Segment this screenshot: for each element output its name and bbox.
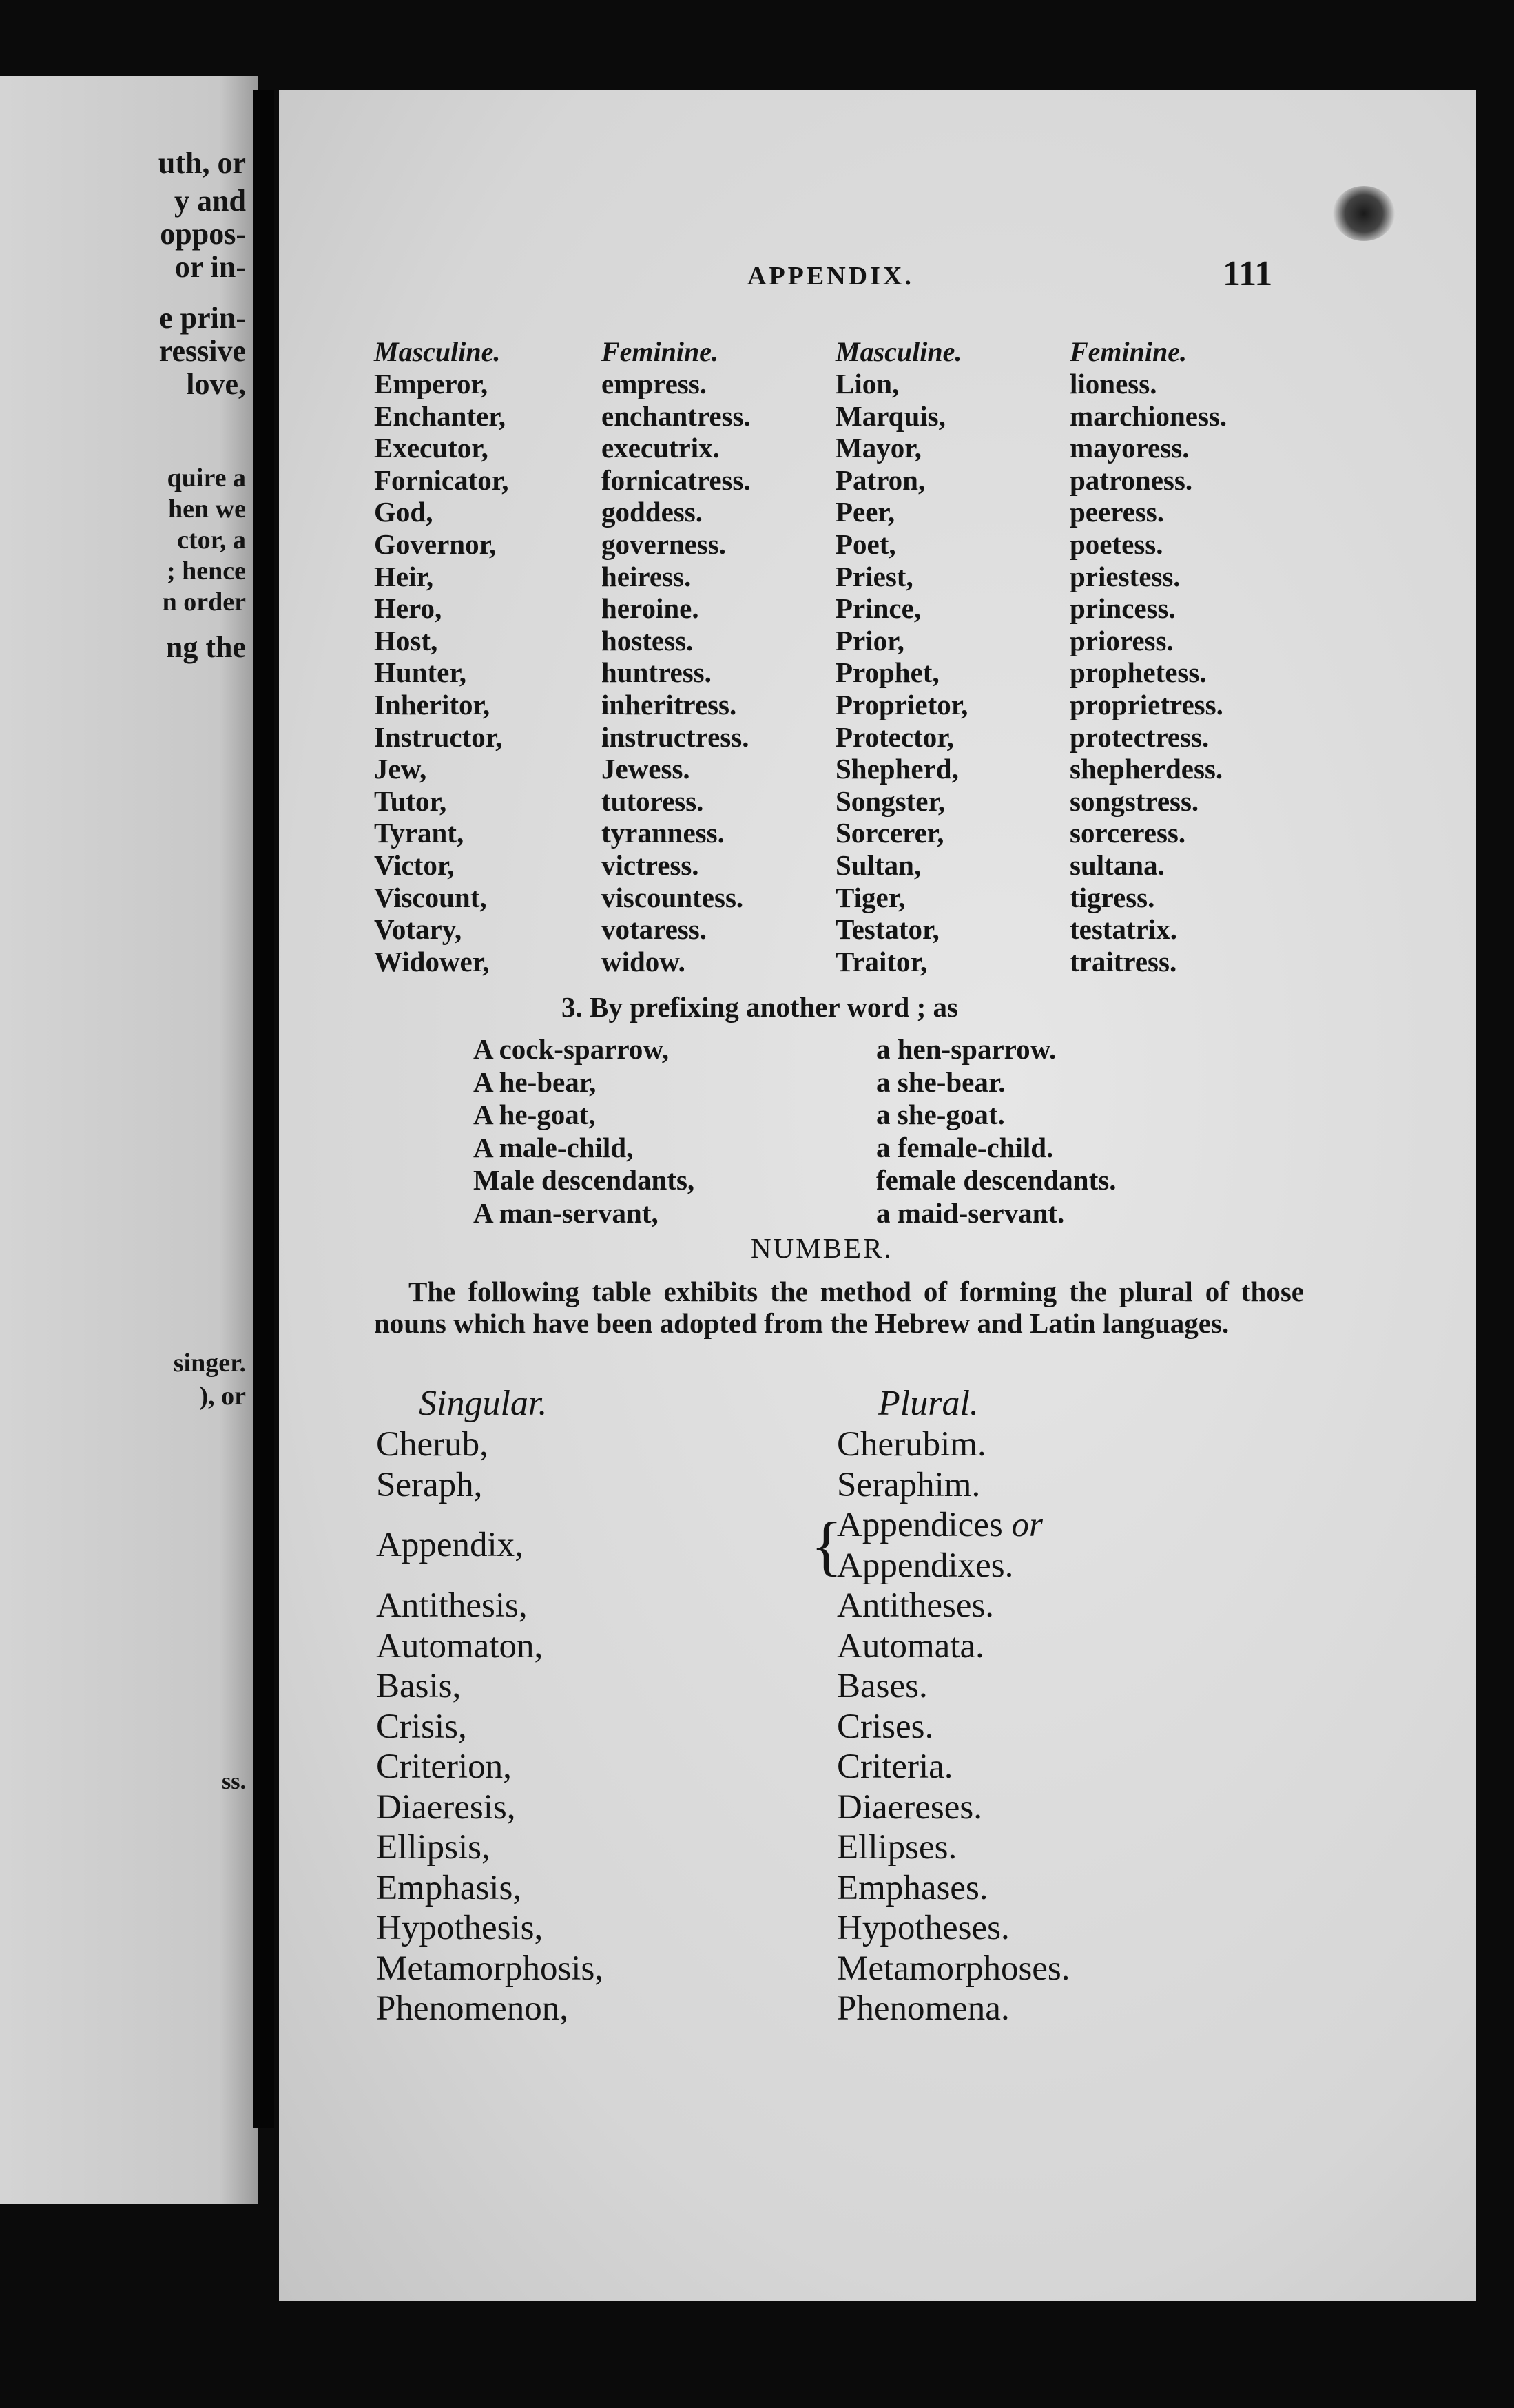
prefix-example: female descendants.: [876, 1164, 1117, 1196]
gender-word: songstress.: [1070, 785, 1199, 817]
gender-word: hostess.: [601, 624, 694, 656]
plural-word: Antitheses.: [837, 1586, 995, 1625]
masculine-column: [374, 336, 508, 977]
gender-word: traitress.: [1070, 945, 1177, 977]
gender-word: instructress.: [601, 720, 749, 753]
gender-word: huntress.: [601, 656, 712, 689]
prefix-example: A man-servant,: [473, 1196, 659, 1229]
book-gutter: [253, 90, 274, 2128]
gender-word: Hunter,: [374, 656, 467, 689]
plural-word: Emphases.: [837, 1868, 988, 1907]
gender-word: fornicatress.: [601, 464, 751, 496]
gender-word: Emperor,: [374, 368, 488, 399]
gender-word: Hero,: [374, 592, 442, 625]
plural-word: Cherubim.: [837, 1425, 986, 1464]
gender-word: testatrix.: [1070, 913, 1177, 946]
feminine-column: [1070, 336, 1227, 977]
gender-word: heiress.: [601, 560, 692, 592]
prefix-example: a female-child.: [876, 1131, 1054, 1163]
gender-word: Instructor,: [374, 720, 503, 753]
masculine-column: [836, 336, 968, 977]
gender-word: Tutor,: [374, 785, 447, 817]
left-fragment: n order: [162, 588, 246, 616]
gender-word: widow.: [601, 945, 685, 977]
plural-word: Crises.: [837, 1707, 934, 1746]
column-heading: Feminine.: [601, 336, 719, 367]
gender-word: God,: [374, 496, 433, 528]
prefix-example: A male-child,: [473, 1131, 634, 1163]
gender-word: peeress.: [1070, 496, 1165, 528]
prefix-example: Male descendants,: [473, 1164, 695, 1196]
gender-word: Executor,: [374, 432, 488, 464]
gender-word: Inheritor,: [374, 688, 490, 720]
gender-word: goddess.: [601, 496, 703, 528]
number-intro-paragraph: The following table exhibits the method of forming the plural of those nouns which have been adopted from the Hebrew and Latin languages.: [374, 1276, 1304, 1339]
gender-word: votaress.: [601, 913, 707, 946]
plural-word: Bases.: [837, 1667, 928, 1705]
prefix-example: a maid-servant.: [876, 1196, 1065, 1229]
plural-word: Criteria.: [837, 1747, 953, 1786]
gender-word: Testator,: [836, 913, 940, 946]
gender-word: Prior,: [836, 624, 904, 656]
left-fragment: hen we: [168, 495, 246, 523]
left-fragment: or in-: [174, 250, 246, 284]
gender-word: Governor,: [374, 528, 497, 560]
left-fragment: e prin-: [159, 301, 246, 335]
gender-word: poetess.: [1070, 528, 1163, 560]
gender-word: tigress.: [1070, 881, 1155, 913]
gender-word: enchantress.: [601, 399, 751, 432]
prefix-heading: 3. By prefixing another word ; as: [561, 991, 958, 1023]
gender-word: Prince,: [836, 592, 922, 625]
gender-word: protectress.: [1070, 720, 1210, 753]
gender-word: Poet,: [836, 528, 896, 560]
gender-word: Viscount,: [374, 881, 487, 913]
plural-word: Hypotheses.: [837, 1909, 1010, 1947]
singular-word: Basis,: [376, 1667, 462, 1705]
singular-word: Cherub,: [376, 1425, 488, 1464]
gender-word: Widower,: [374, 945, 490, 977]
plural-word: Appendixes.: [837, 1546, 1014, 1585]
plural-heading: Plural.: [878, 1384, 979, 1423]
left-fragment: ), or: [199, 1382, 246, 1411]
plural-word: Diaereses.: [837, 1787, 982, 1827]
singular-heading: Singular.: [419, 1384, 548, 1423]
gender-word: Lion,: [836, 368, 900, 399]
singular-list: [376, 1424, 603, 2029]
plural-list: [811, 1424, 1070, 2029]
gender-word: tyranness.: [601, 817, 725, 849]
plural-word: [837, 1505, 1070, 1546]
plural-word: Metamorphoses.: [837, 1949, 1070, 1988]
previous-page-sliver: [0, 76, 258, 2204]
gender-word: prophetess.: [1070, 656, 1207, 689]
gender-word: executrix.: [601, 432, 720, 464]
prefix-example: A cock-sparrow,: [473, 1033, 669, 1065]
gender-word: princess.: [1070, 592, 1176, 625]
prefix-example: a hen-sparrow.: [876, 1033, 1057, 1065]
page-number: 111: [1223, 254, 1273, 293]
gender-word: tutoress.: [601, 785, 704, 817]
gender-word: Sultan,: [836, 849, 922, 881]
plural-word: Seraphim.: [837, 1465, 981, 1504]
gender-word: governess.: [601, 528, 727, 560]
prefix-example: a she-bear.: [876, 1066, 1006, 1098]
prefix-masculine-list: [473, 1033, 694, 1229]
prefix-example: a she-goat.: [876, 1099, 1005, 1130]
plural-word: Automata.: [837, 1626, 984, 1665]
gender-word: marchioness.: [1070, 399, 1227, 432]
gender-word: Mayor,: [836, 432, 922, 464]
gender-word: sorceress.: [1070, 817, 1186, 849]
gender-word: Protector,: [836, 720, 954, 753]
gender-word: lioness.: [1070, 368, 1157, 399]
column-heading: Masculine.: [836, 336, 962, 367]
left-fragment: y and: [174, 184, 246, 218]
gender-word: Enchanter,: [374, 399, 506, 432]
gender-word: Sorcerer,: [836, 817, 944, 849]
or-connector: or: [1011, 1506, 1043, 1544]
singular-word: Crisis,: [376, 1707, 467, 1746]
prefix-feminine-list: [876, 1033, 1116, 1229]
left-fragment: ressive: [158, 334, 246, 368]
column-heading: Feminine.: [1070, 336, 1188, 367]
gender-word: sultana.: [1070, 849, 1165, 881]
gender-word: proprietress.: [1070, 688, 1223, 720]
running-head: APPENDIX.: [747, 262, 914, 291]
prefix-example: A he-goat,: [473, 1099, 596, 1130]
appendix-plural-pair: [811, 1505, 1070, 1586]
left-fragment: uth, or: [158, 146, 246, 180]
left-fragment: oppos-: [160, 217, 246, 251]
gender-word: victress.: [601, 849, 699, 881]
gender-word: Jewess.: [601, 753, 690, 785]
plural-word-text: Appendices: [837, 1506, 1003, 1544]
left-fragment: ctor, a: [177, 526, 246, 554]
left-fragment: ; hence: [166, 557, 246, 585]
singular-word: Metamorphosis,: [376, 1949, 604, 1988]
singular-word: Criterion,: [376, 1747, 512, 1786]
gender-word: priestess.: [1070, 560, 1181, 592]
left-fragment: ng the: [165, 630, 246, 664]
gender-word: Marquis,: [836, 399, 946, 432]
gender-word: Fornicator,: [374, 464, 509, 496]
gender-word: Victor,: [374, 849, 455, 881]
gender-word: Jew,: [374, 753, 427, 785]
gender-word: inheritress.: [601, 688, 737, 720]
singular-word: Seraph,: [376, 1465, 483, 1504]
ink-blot: [1333, 186, 1395, 241]
gender-word: patroness.: [1070, 464, 1193, 496]
gender-word: Prophet,: [836, 656, 940, 689]
plural-word: Phenomena.: [837, 1989, 1010, 2028]
gender-word: Host,: [374, 624, 438, 656]
gender-word: Songster,: [836, 785, 946, 817]
gender-word: Traitor,: [836, 945, 928, 977]
gender-word: prioress.: [1070, 624, 1174, 656]
left-fragment: ss.: [222, 1769, 246, 1794]
column-heading: Masculine.: [374, 336, 501, 367]
gender-word: Tyrant,: [374, 817, 464, 849]
plural-word: Ellipses.: [837, 1828, 957, 1867]
singular-word: Ellipsis,: [376, 1828, 490, 1867]
gender-word: Patron,: [836, 464, 926, 496]
gender-word: Priest,: [836, 560, 913, 592]
singular-word: Automaton,: [376, 1626, 543, 1665]
gender-word: Peer,: [836, 496, 895, 528]
gender-word: Heir,: [374, 560, 434, 592]
gender-word: empress.: [601, 368, 707, 399]
singular-word: Emphasis,: [376, 1868, 522, 1907]
number-heading: NUMBER.: [751, 1232, 893, 1264]
gender-word: heroine.: [601, 592, 699, 625]
singular-word: Antithesis,: [376, 1586, 528, 1625]
brace-icon: {: [811, 1508, 843, 1582]
prefix-example: A he-bear,: [473, 1066, 597, 1098]
left-fragment: love,: [186, 367, 246, 401]
singular-word: Diaeresis,: [376, 1787, 516, 1827]
singular-word: Hypothesis,: [376, 1909, 543, 1947]
singular-word: Phenomenon,: [376, 1989, 569, 2028]
gender-word: viscountess.: [601, 881, 744, 913]
gender-word: mayoress.: [1070, 432, 1190, 464]
feminine-column: [601, 336, 751, 977]
gender-word: Proprietor,: [836, 688, 968, 720]
gender-word: Votary,: [374, 913, 462, 946]
left-fragment: singer.: [173, 1349, 246, 1378]
gender-word: Shepherd,: [836, 753, 959, 785]
singular-word: Appendix,: [376, 1526, 523, 1564]
left-fragment: quire a: [167, 464, 246, 492]
gender-word: shepherdess.: [1070, 753, 1223, 785]
gender-word: Tiger,: [836, 881, 906, 913]
